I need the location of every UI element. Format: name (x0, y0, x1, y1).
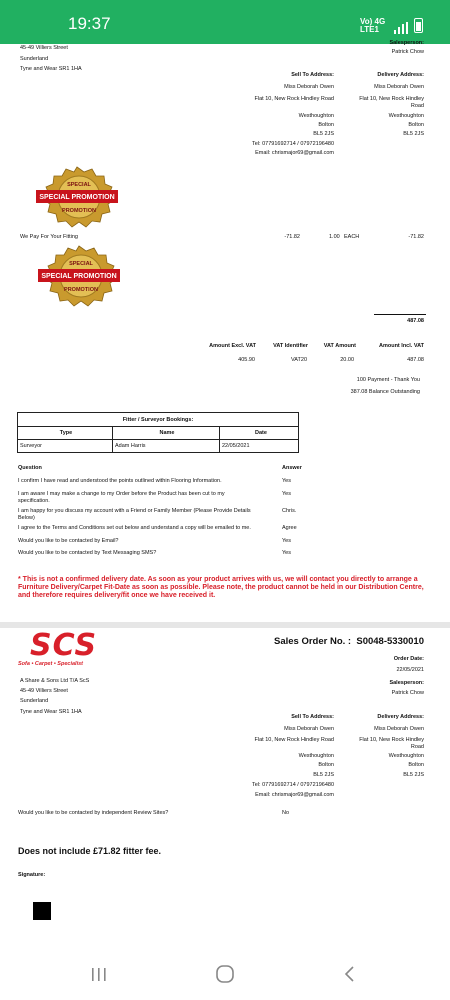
vat-header: Amount Incl. VAT (378, 343, 424, 349)
sell-to-line: BL5 2JS (313, 131, 334, 137)
answer-text: Chris. (282, 508, 297, 514)
back-icon[interactable] (336, 962, 366, 986)
sell-to-heading: Sell To Address: (291, 72, 334, 78)
bookings-header: Type (18, 427, 113, 439)
delivery-line: BL5 2JS (403, 131, 424, 137)
salesperson-label: Salesperson: (389, 680, 424, 686)
sales-order-number: S0048-5330010 (356, 636, 424, 647)
svg-text:PROMOTION: PROMOTION (62, 208, 96, 214)
question-text: Would you like to be contacted by independent Review Sites? (18, 810, 169, 816)
vat-header: Amount Excl. VAT (209, 343, 256, 349)
question-text: I confirm I have read and understood the points outlined within Flooring Information. (18, 478, 222, 484)
sell-to-line: BL5 2JS (313, 772, 334, 778)
sell-to-tel: Tel: 07791692714 / 07972196480 (252, 141, 334, 147)
bookings-title: Fitter / Surveyor Bookings: (122, 417, 194, 423)
svg-text:SPECIAL PROMOTION: SPECIAL PROMOTION (41, 273, 117, 280)
answer-text: Yes (282, 478, 291, 484)
question-text: I agree to the Terms and Conditions set out below and understand a copy will be emailed to me. (18, 525, 251, 531)
sell-to-email: Email: chrismajor69@gmail.com (255, 792, 334, 798)
company-address-line: 45-49 Villiers Street (20, 688, 68, 694)
delivery-heading: Delivery Address: (377, 714, 424, 720)
special-promotion-badge (34, 166, 120, 228)
question-header: Question (18, 465, 42, 471)
vat-value: 20.00 (340, 357, 354, 363)
bookings-cell: Adam Harris (113, 440, 220, 453)
order-total: 487.08 (407, 318, 424, 324)
delivery-note: * This is not a confirmed delivery date. As soon as your product arrives with us, we will contact you directly to arrange a Furniture Delivery/Carpet Fit-Date as soon as possible. Please note, the product cannot be held in our Distribution Centre, and therefore requires delivery/fit once we have received it. (18, 576, 424, 599)
bookings-table (17, 412, 299, 453)
line-item-unit: EACH (344, 234, 360, 240)
svg-text:SPECIAL: SPECIAL (67, 182, 91, 188)
vat-header: VAT Identifier (273, 343, 308, 349)
status-bar (0, 0, 450, 44)
delivery-line: Bolton (408, 122, 424, 128)
answer-text: Yes (282, 550, 291, 556)
delivery-line: Road (410, 744, 424, 750)
svg-text:SPECIAL: SPECIAL (69, 261, 93, 267)
line-item-description: We Pay For Your Fitting (20, 234, 78, 240)
status-time: 19:37 (68, 14, 111, 33)
salesperson-value: Patrick Chow (391, 49, 424, 55)
question-text: Would you like to be contacted by Text Messaging SMS? (18, 550, 157, 556)
sell-to-line: Miss Deborah Owen (284, 726, 334, 732)
balance-line: 387.08 Balance Outstanding (350, 389, 420, 395)
company-address-line: 45-49 Villiers Street (20, 45, 68, 51)
bookings-cell: 22/05/2021 (222, 443, 250, 449)
delivery-line: Miss Deborah Owen (374, 84, 424, 90)
company-address-line: Tyne and Wear SR1 1HA (20, 66, 82, 72)
order-date: 22/05/2021 (396, 667, 424, 673)
sales-order-heading: Sales Order No. : S0048-5330010 (274, 636, 424, 647)
answer-text: Yes (282, 538, 291, 544)
table-row (18, 440, 298, 453)
navigation-bar (0, 948, 450, 1000)
question-text: Below) (18, 515, 35, 521)
sell-to-line: Westhoughton (298, 753, 334, 759)
question-text: I am aware I may make a change to my Order before the Product has been cut to my (18, 491, 225, 497)
vat-value: VAT20 (291, 357, 307, 363)
line-item-qty: 1.00 (329, 234, 340, 240)
fitter-fee-note: Does not include £71.82 fitter fee. (18, 846, 162, 856)
salesperson-label: Salesperson: (389, 40, 424, 46)
bookings-cell: Surveyor (18, 440, 113, 453)
delivery-line: Westhoughton (388, 113, 424, 119)
logo-text: SCS (30, 628, 98, 663)
vat-value: 487.08 (407, 357, 424, 363)
answer-text: Yes (282, 491, 291, 497)
delivery-line: Flat 10, New Rock Hindley (359, 96, 424, 102)
sell-to-line: Miss Deborah Owen (284, 84, 334, 90)
sell-to-line: Westhoughton (298, 113, 334, 119)
signature-label: Signature: (18, 872, 46, 878)
bookings-header: Name (113, 427, 220, 439)
total-rule (374, 314, 426, 315)
salesperson-value: Patrick Chow (391, 690, 424, 696)
delivery-line: BL5 2JS (403, 772, 424, 778)
logo-tagline: Sofa • Carpet • Specialist (18, 661, 83, 667)
line-item-price: -71.82 (284, 234, 300, 240)
sell-to-line: Bolton (318, 762, 334, 768)
answer-text: Agree (282, 525, 297, 531)
answer-text: No (282, 810, 290, 816)
special-promotion-badge (36, 245, 122, 307)
vat-header: VAT Amount (323, 343, 356, 349)
company-name: A Share & Sons Ltd T/A ScS (20, 678, 90, 684)
company-address-line: Tyne and Wear SR1 1HA (20, 709, 82, 715)
svg-text:SPECIAL PROMOTION: SPECIAL PROMOTION (39, 194, 115, 201)
question-text: Would you like to be contacted by Email? (18, 538, 119, 544)
question-text: specification. (18, 498, 50, 504)
signature-mark (33, 902, 51, 920)
scs-logo (18, 628, 100, 672)
line-item-amount: -71.82 (408, 234, 424, 240)
bookings-header: Date (255, 430, 267, 436)
delivery-line: Road (410, 103, 424, 109)
delivery-heading: Delivery Address: (377, 72, 424, 78)
sell-to-tel: Tel: 07791692714 / 07972196480 (252, 782, 334, 788)
delivery-line: Westhoughton (388, 753, 424, 759)
company-address-line: Sunderland (20, 698, 49, 704)
network-indicator: Vo) 4G LTE1 (360, 17, 386, 34)
svg-text:PROMOTION: PROMOTION (64, 287, 98, 293)
sell-to-email: Email: chrismajor69@gmail.com (255, 150, 334, 156)
order-date-label: Order Date: (393, 656, 424, 662)
signal-icon (394, 22, 408, 34)
sell-to-line: Flat 10, New Rock Hindley Road (254, 96, 334, 102)
home-icon[interactable] (210, 962, 240, 986)
delivery-line: Bolton (408, 762, 424, 768)
vat-value: 405.90 (238, 357, 255, 363)
sell-to-heading: Sell To Address: (291, 714, 334, 720)
answer-header: Answer (282, 465, 302, 471)
question-text: I am happy for you discuss my account with a Friend or Family Member (Please Provide Details (18, 508, 251, 514)
company-address-line: Sunderland (20, 56, 49, 62)
battery-icon (414, 18, 423, 33)
bookings-header-row (18, 427, 298, 440)
payment-line: 100 Payment - Thank You (356, 377, 420, 383)
sell-to-line: Bolton (318, 122, 334, 128)
delivery-line: Flat 10, New Rock Hindley (359, 737, 424, 743)
sell-to-line: Flat 10, New Rock Hindley Road (254, 737, 334, 743)
recents-icon[interactable] (84, 962, 114, 986)
delivery-line: Miss Deborah Owen (374, 726, 424, 732)
